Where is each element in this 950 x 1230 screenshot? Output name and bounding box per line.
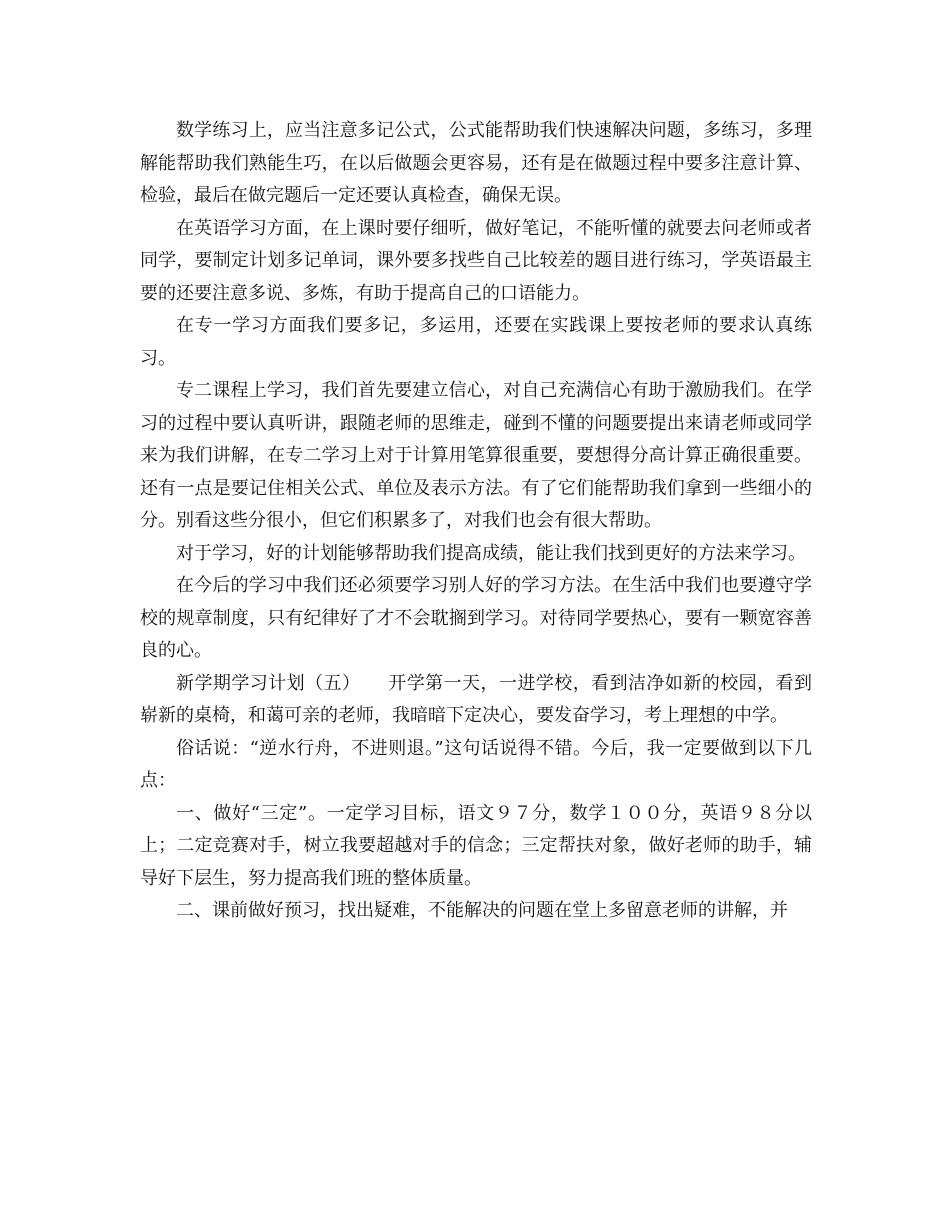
paragraph-proverb: 俗话说：“逆水行舟，不进则退。”这句话说得不错。今后，我一定要做到以下几点： [140, 737, 812, 791]
paragraph-future-study: 在今后的学习中我们还必须要学习别人好的学习方法。在生活中我们也要遵守学校的规章制度，只有纪律好了才不会耽搁到学习。对待同学要热心，要有一颗宽容善良的心。 [140, 575, 812, 661]
document-body [140, 115, 812, 928]
paragraph-major-one: 在专一学习方面我们要多记，多运用，还要在实践课上要按老师的要求认真练习。 [140, 315, 812, 369]
paragraph-major-two: 专二课程上学习，我们首先要建立信心，对自己充满信心有助于激励我们。在学习的过程中要认真听讲，跟随老师的思维走，碰到不懂的问题要提出来请老师或同学来为我们讲解，在专二学习上对于计算用笔算很重要，要想得分高计算正确很重要。还有一点是要记住相关公式、单位及表示方法。有了它们能帮助我们拿到一些细小的分。别看这些分很小，但它们积累多了，对我们也会有很大帮助。 [140, 380, 812, 531]
paragraph-math-practice: 数学练习上，应当注意多记公式，公式能帮助我们快速解决问题，多练习，多理解能帮助我们熟能生巧，在以后做题会更容易，还有是在做题过程中要多注意计算、检验，最后在做完题后一定还要认真检查，确保无误。 [140, 120, 812, 206]
paragraph-study-plan: 对于学习，好的计划能够帮助我们提高成绩，能让我们找到更好的方法来学习。 [176, 542, 806, 564]
paragraph-plan-five: 新学期学习计划（五） 开学第一天，一进学校，看到洁净如新的校园，看到崭新的桌椅，和蔼可亲的老师，我暗暗下定决心，要发奋学习，考上理想的中学。 [140, 672, 812, 726]
paragraph-point-two: 二、课前做好预习，找出疑难，不能解决的问题在堂上多留意老师的讲解，并 [176, 900, 788, 921]
paragraph-english-study: 在英语学习方面，在上课时要仔细听，做好笔记，不能听懂的就要去问老师或者同学，要制定计划多记单词，课外要多找些自己比较差的题目进行练习，学英语最主要的还要注意多说、多炼，有助于提高自己的口语能力。 [140, 217, 812, 304]
paragraph-point-one: 一、做好“三定”。一定学习目标，语文９７分，数学１００分，英语９８分以上；二定竞赛对手，树立我要超越对手的信念；三定帮扶对象，做好老师的助手，辅导好下层生，努力提高我们班的整体质量。 [140, 802, 812, 889]
